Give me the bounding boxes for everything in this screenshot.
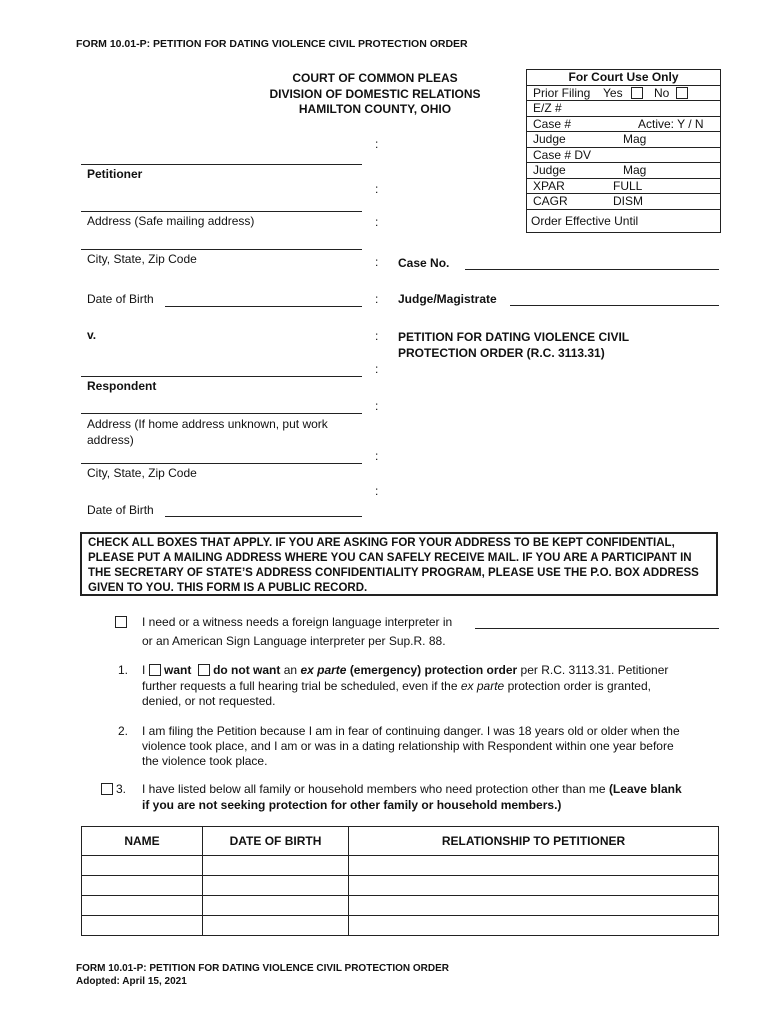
court-use-title: For Court Use Only [527,70,720,86]
item1-number: 1. [118,663,129,677]
petition-title: PETITION FOR DATING VIOLENCE CIVIL PROTECTION ORDER (R.C. 3113.31) [398,330,630,360]
table-row [82,856,719,876]
judge-magistrate-line[interactable] [510,305,719,306]
colon: : [375,292,379,306]
relationship-cell[interactable] [349,916,719,936]
colon: : [375,255,379,269]
item2-line2: violence took place, and I am or was in a dating relationship with Respondent within one year before [142,739,674,753]
versus-label: v. [87,328,97,342]
petitioner-dob-line[interactable] [165,306,362,307]
item1-line1: I want do not want an ex parte (emergency) protection order per R.C. 3113.31. Petitioner [142,663,669,677]
court-name: COURT OF COMMON PLEAS [292,71,458,85]
respondent-name-line[interactable] [81,376,362,377]
petitioner-address-line[interactable] [81,211,362,212]
petitioner-dob-label: Date of Birth [87,292,154,306]
item2-line1: I am filing the Petition because I am in fear of continuing danger. I was 18 years old or older when the [142,724,680,738]
petitioner-city-line[interactable] [81,249,362,250]
name-cell[interactable] [82,896,203,916]
dob-cell[interactable] [203,856,349,876]
xpar-row: XPAR FULL [527,179,720,195]
item3-number: 3. [116,782,127,796]
court-caption [230,71,520,118]
prior-filing-no-checkbox[interactable] [676,87,688,99]
case-dv-row: Case # DV [527,148,720,164]
item3-line2: if you are not seeking protection for other family or household members.) [142,798,562,812]
cagr-row: CAGR DISM [527,194,720,210]
item3-checkbox[interactable] [101,783,113,795]
case-no-line[interactable] [465,269,719,270]
respondent-address-line[interactable] [81,413,362,414]
dob-cell[interactable] [203,876,349,896]
colon: : [375,182,379,196]
respondent-city-label: City, State, Zip Code [87,466,197,480]
item2-line3: the violence took place. [142,754,268,768]
prior-filing-row: Prior Filing Yes No [527,86,720,102]
colon: : [375,362,379,376]
dob-cell[interactable] [203,916,349,936]
colon: : [375,329,379,343]
judge-magistrate-label: Judge/Magistrate [398,292,497,306]
family-members-table [81,826,719,936]
public-record-notice: CHECK ALL BOXES THAT APPLY. IF YOU ARE ASKING FOR YOUR ADDRESS TO BE KEPT CONFIDENTIAL, PLEASE PUT A MAILING ADDRESS WHERE YOU CAN SAFELY RECEIVE MAIL. IF YOU ARE A PARTICIPANT IN THE SECRETARY OF STATE’S ADDRESS CONFIDENTIALITY PROGRAM, PLEASE USE THE P.O. BOX ADDRESS GIVEN TO YOU. THIS FORM IS A PUBLIC RECORD. [80,532,718,596]
relationship-cell[interactable] [349,876,719,896]
respondent-city-line[interactable] [81,463,362,464]
footer-form-title: FORM 10.01-P: PETITION FOR DATING VIOLENCE CIVIL PROTECTION ORDER [76,963,449,974]
table-row [82,876,719,896]
dob-cell[interactable] [203,896,349,916]
order-effective-row: Order Effective Until [531,214,639,228]
colon: : [375,137,379,151]
case-no-label: Case No. [398,256,450,270]
petitioner-name-line[interactable] [81,164,362,165]
relationship-cell[interactable] [349,896,719,916]
colon: : [375,449,379,463]
judge-row: Judge Mag [527,132,720,148]
footer-adopted-date: Adopted: April 15, 2021 [76,976,187,987]
colon: : [375,399,379,413]
name-cell[interactable] [82,856,203,876]
item2-number: 2. [118,724,129,738]
court-use-box [526,69,721,233]
interpreter-language-line[interactable] [475,628,719,629]
interpreter-line2: or an American Sign Language interpreter per Sup.R. 88. [142,634,446,648]
court-county: HAMILTON COUNTY, OHIO [298,102,452,116]
footer [76,962,449,988]
respondent-dob-line[interactable] [165,516,362,517]
respondent-label: Respondent [87,379,157,393]
colon: : [375,484,379,498]
petitioner-address-label: Address (Safe mailing address) [87,214,255,228]
dob-header: DATE OF BIRTH [203,827,349,856]
interpreter-checkbox[interactable] [115,616,127,628]
do-not-want-checkbox[interactable] [198,664,210,676]
want-checkbox[interactable] [149,664,161,676]
interpreter-line1: I need or a witness needs a foreign language interpreter in [142,615,453,629]
form-header: FORM 10.01-P: PETITION FOR DATING VIOLENCE CIVIL PROTECTION ORDER [76,38,468,50]
petitioner-city-label: City, State, Zip Code [87,252,197,266]
table-header-row [82,827,719,856]
respondent-dob-label: Date of Birth [87,503,154,517]
judge2-row: Judge Mag [527,163,720,179]
relationship-cell[interactable] [349,856,719,876]
respondent-address-label: Address (If home address unknown, put work address) [87,417,328,447]
name-cell[interactable] [82,876,203,896]
colon: : [375,215,379,229]
name-header: NAME [82,827,203,856]
petitioner-label: Petitioner [87,167,143,181]
item1-line2: further requests a full hearing trial be scheduled, even if the ex parte protection order is granted, [142,679,651,693]
name-cell[interactable] [82,916,203,936]
item3-line1: I have listed below all family or household members who need protection other than me (Leave blank [142,782,682,796]
item1-line3: denied, or not requested. [142,694,276,708]
court-division: DIVISION OF DOMESTIC RELATIONS [269,86,481,101]
table-row [82,896,719,916]
case-row: Case # Active: Y / N [527,117,720,133]
table-row [82,916,719,936]
relationship-header: RELATIONSHIP TO PETITIONER [349,827,719,856]
ez-row: E/Z # [527,101,720,117]
prior-filing-yes-checkbox[interactable] [631,87,643,99]
